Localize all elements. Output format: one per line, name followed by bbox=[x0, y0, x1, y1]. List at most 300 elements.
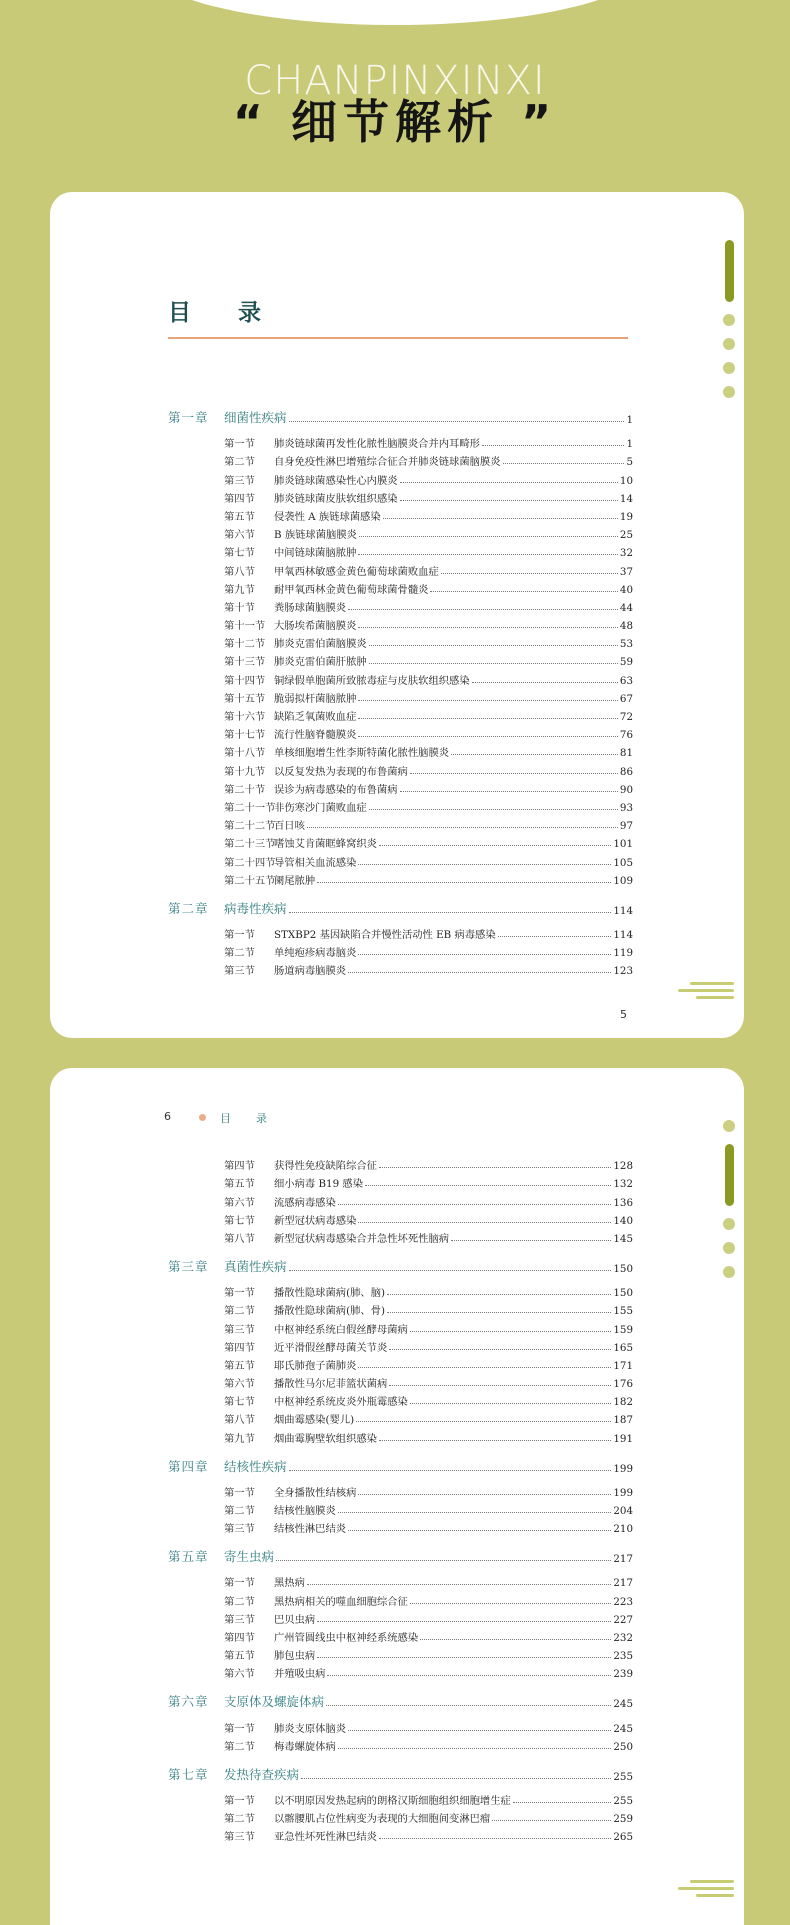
toc-section-entry[interactable] bbox=[168, 1190, 633, 1208]
toc-entry-number: 第二十二节 bbox=[224, 820, 276, 833]
toc-entry-page: 223 bbox=[613, 1595, 633, 1608]
toc-chapter-entry[interactable] bbox=[168, 1765, 633, 1783]
top-decorative-arc bbox=[145, 0, 645, 25]
toc-dot-leader bbox=[513, 1802, 612, 1803]
toc-entry-title: 结核性脑膜炎 bbox=[274, 1505, 336, 1517]
toc-entry-number: 第二节 bbox=[224, 947, 255, 960]
toc-entry-number: 第十节 bbox=[224, 601, 255, 614]
toc-entry-number: 第十六节 bbox=[224, 711, 266, 723]
toc-entry-number: 第六章 bbox=[168, 1694, 209, 1710]
toc-entry-page: 132 bbox=[613, 1178, 633, 1191]
toc-section-entry[interactable] bbox=[168, 1408, 633, 1426]
toc-entry-title: 流感病毒感染 bbox=[274, 1196, 336, 1209]
toc-title: 目 录 bbox=[168, 299, 273, 326]
toc-dot-leader bbox=[317, 882, 611, 883]
toc-entry-page: 165 bbox=[613, 1341, 633, 1354]
toc-entry-title: 铜绿假单胞菌所致脓毒症与皮肤软组织感染 bbox=[274, 674, 470, 687]
toc-entry-number: 第二节 bbox=[224, 1740, 255, 1753]
toc-entry-title: 大肠埃希菌脑膜炎 bbox=[274, 620, 357, 633]
toc-entry-page: 81 bbox=[619, 747, 633, 760]
toc-section-entry[interactable] bbox=[168, 1227, 633, 1245]
toc-entry-page: 93 bbox=[619, 801, 633, 814]
toc-entry-title: 结核性淋巴结炎 bbox=[274, 1523, 347, 1536]
toc-entry-page: 72 bbox=[619, 711, 633, 723]
toc-section-entry[interactable] bbox=[168, 814, 633, 832]
toc-entry-number: 第五节 bbox=[224, 510, 255, 523]
toc-entry-number: 第二节 bbox=[224, 1813, 255, 1826]
toc-entry-number: 第六节 bbox=[224, 1378, 255, 1391]
toc-dot-leader bbox=[276, 1560, 611, 1561]
toc-dot-leader bbox=[389, 1349, 611, 1350]
toc-entry-page: 10 bbox=[619, 474, 633, 487]
toc-entry-number: 第二节 bbox=[224, 1595, 255, 1608]
toc-dot-leader bbox=[492, 1820, 611, 1821]
toc-entry-number: 第四节 bbox=[224, 1160, 255, 1173]
toc-section-entry[interactable] bbox=[168, 1662, 633, 1680]
toc-dot-leader bbox=[359, 536, 618, 537]
toc-entry-title: 以髂腰肌占位性病变为表现的大细胞间变淋巴瘤 bbox=[274, 1813, 491, 1826]
toc-entry-title: 寄生虫病 bbox=[224, 1549, 275, 1565]
toc-entry-title: 阑尾脓肿 bbox=[274, 874, 316, 887]
toc-entry-page: 145 bbox=[613, 1232, 633, 1245]
toc-dot-leader bbox=[369, 645, 618, 646]
toc-entry-title: 病毒性疾病 bbox=[224, 900, 287, 916]
toc-entry-page: 97 bbox=[619, 820, 633, 833]
toc-chapter-entry[interactable] bbox=[168, 1692, 633, 1710]
toc-entry-number: 第七节 bbox=[224, 1396, 255, 1409]
toc-entry-number: 第二节 bbox=[224, 1305, 255, 1318]
toc-entry-title: 肺包虫病 bbox=[274, 1650, 316, 1663]
toc-section-entry[interactable] bbox=[168, 723, 633, 741]
toc-dot-leader bbox=[317, 1621, 611, 1622]
toc-dot-leader bbox=[379, 1440, 611, 1441]
page-number: 6 bbox=[164, 1110, 171, 1123]
toc-entry-number: 第三节 bbox=[224, 1523, 255, 1536]
toc-section-entry[interactable] bbox=[168, 559, 633, 577]
toc-entry-page: 150 bbox=[613, 1262, 633, 1275]
toc-chapter-entry[interactable] bbox=[168, 1457, 633, 1475]
toc-dot-leader bbox=[420, 1639, 611, 1640]
toc-entry-page: 123 bbox=[613, 965, 633, 978]
toc-dot-leader bbox=[472, 682, 618, 683]
page-indicator-dot[interactable] bbox=[723, 1266, 735, 1278]
page-indicator-dots bbox=[722, 240, 736, 410]
toc-entry-page: 128 bbox=[613, 1160, 633, 1173]
toc-entry-title: 黑热病相关的噬血细胞综合征 bbox=[274, 1595, 408, 1608]
toc-dot-leader bbox=[348, 609, 618, 610]
toc-section-entry[interactable] bbox=[168, 1716, 633, 1734]
toc-entry-number: 第十二节 bbox=[224, 638, 266, 651]
toc-section-entry[interactable] bbox=[168, 1517, 633, 1535]
toc-entry-page: 245 bbox=[613, 1698, 633, 1711]
toc-entry-page: 159 bbox=[613, 1323, 633, 1336]
toc-entry-page: 76 bbox=[619, 729, 633, 742]
toc-entry-number: 第四节 bbox=[224, 1631, 255, 1644]
toc-entry-title: STXBP2 基因缺陷合并慢性活动性 EB 病毒感染 bbox=[274, 928, 496, 941]
toc-entry-number: 第七节 bbox=[224, 547, 255, 560]
toc-section-entry[interactable] bbox=[168, 578, 633, 596]
toc-entry-page: 32 bbox=[619, 547, 633, 560]
running-head-bullet bbox=[199, 1114, 206, 1121]
toc-entry-number: 第二十五节 bbox=[224, 874, 276, 887]
toc-entry-number: 第一节 bbox=[224, 1577, 255, 1590]
toc-entry-number: 第二章 bbox=[168, 900, 209, 916]
toc-entry-number: 第十四节 bbox=[224, 674, 266, 687]
toc-entry-page: 255 bbox=[613, 1794, 633, 1807]
toc-entry-number: 第三节 bbox=[224, 965, 255, 978]
toc-section-entry[interactable] bbox=[168, 796, 633, 814]
toc-entry-number: 第六节 bbox=[224, 1196, 255, 1209]
toc-entry-number: 第四节 bbox=[224, 492, 255, 505]
toc-entry-page: 239 bbox=[613, 1668, 633, 1681]
toc-entry-title: 甲氧西林敏感金黄色葡萄球菌败血症 bbox=[274, 565, 439, 578]
toc-entry-page: 232 bbox=[613, 1631, 633, 1644]
toc-section-entry[interactable] bbox=[168, 1209, 633, 1227]
stripes-decoration bbox=[678, 982, 734, 1003]
toc-list bbox=[168, 408, 633, 977]
toc-dot-leader bbox=[365, 1185, 611, 1186]
toc-entry-title: 单核细胞增生性李斯特菌化脓性脑膜炎 bbox=[274, 747, 450, 760]
toc-dot-leader bbox=[338, 1204, 612, 1205]
header-english-title: CHANPINXINXI bbox=[244, 58, 546, 104]
toc-section-entry[interactable] bbox=[168, 1481, 633, 1499]
toc-section-entry[interactable] bbox=[168, 1644, 633, 1662]
toc-entry-number: 第三节 bbox=[224, 1323, 255, 1336]
toc-section-entry[interactable] bbox=[168, 1336, 633, 1354]
toc-entry-page: 140 bbox=[613, 1214, 633, 1227]
toc-entry-page: 5 bbox=[626, 456, 633, 469]
toc-entry-number: 第三节 bbox=[224, 1613, 255, 1626]
toc-entry-number: 第十八节 bbox=[224, 747, 266, 760]
toc-entry-title: 肺炎链球菌皮肤软组织感染 bbox=[274, 492, 398, 505]
toc-dot-leader bbox=[400, 500, 618, 501]
toc-dot-leader bbox=[358, 1367, 611, 1368]
toc-section-entry[interactable] bbox=[168, 1626, 633, 1644]
toc-dot-leader bbox=[379, 845, 611, 846]
toc-entry-page: 90 bbox=[619, 783, 633, 796]
toc-entry-title: 播散性隐球菌病(肺、脑) bbox=[274, 1287, 386, 1300]
toc-entry-title: 耶氏肺孢子菌肺炎 bbox=[274, 1359, 357, 1372]
toc-entry-page: 187 bbox=[613, 1414, 633, 1427]
toc-entry-number: 第九节 bbox=[224, 1432, 255, 1445]
toc-dot-leader bbox=[482, 445, 625, 446]
toc-section-entry[interactable] bbox=[168, 1172, 633, 1190]
toc-dot-leader bbox=[389, 1385, 611, 1386]
toc-list bbox=[168, 1154, 633, 1843]
toc-section-entry[interactable] bbox=[168, 523, 633, 541]
toc-section-entry[interactable] bbox=[168, 487, 633, 505]
toc-entry-number: 第五节 bbox=[224, 1650, 255, 1663]
toc-entry-number: 第三节 bbox=[224, 474, 255, 487]
toc-entry-title: 播散性马尔尼菲篮状菌病 bbox=[274, 1378, 388, 1391]
toc-section-entry[interactable] bbox=[168, 705, 633, 723]
toc-entry-page: 191 bbox=[613, 1432, 633, 1445]
toc-section-entry[interactable] bbox=[168, 832, 633, 850]
toc-entry-page: 1 bbox=[626, 438, 633, 451]
toc-dot-leader bbox=[369, 809, 618, 810]
toc-section-entry[interactable] bbox=[168, 869, 633, 887]
toc-section-entry[interactable] bbox=[168, 1354, 633, 1372]
toc-section-entry[interactable] bbox=[168, 505, 633, 523]
toc-entry-title: 肺炎链球菌感染性心内膜炎 bbox=[274, 474, 398, 487]
toc-entry-title: 亚急性坏死性淋巴结炎 bbox=[274, 1831, 377, 1844]
toc-entry-number: 第三节 bbox=[224, 1831, 255, 1844]
toc-dot-leader bbox=[327, 1675, 611, 1676]
toc-entry-title: 近平滑假丝酵母菌关节炎 bbox=[274, 1341, 388, 1354]
page-indicator-dot[interactable] bbox=[723, 338, 735, 350]
toc-entry-title: 发热待查疾病 bbox=[224, 1766, 300, 1782]
toc-entry-title: 支原体及螺旋体病 bbox=[224, 1694, 325, 1710]
toc-section-entry[interactable] bbox=[168, 1735, 633, 1753]
toc-entry-title: 广州管圆线虫中枢神经系统感染 bbox=[274, 1631, 419, 1644]
toc-entry-page: 182 bbox=[613, 1396, 633, 1409]
toc-section-entry[interactable] bbox=[168, 1789, 633, 1807]
toc-dot-leader bbox=[356, 1421, 611, 1422]
toc-section-entry[interactable] bbox=[168, 1299, 633, 1317]
toc-dot-leader bbox=[348, 1730, 611, 1731]
toc-dot-leader bbox=[410, 1403, 611, 1404]
toc-dot-leader bbox=[369, 663, 618, 664]
toc-entry-number: 第一章 bbox=[168, 410, 209, 425]
toc-section-entry[interactable] bbox=[168, 1807, 633, 1825]
stripes-decoration bbox=[678, 1880, 734, 1901]
toc-dot-leader bbox=[289, 1470, 612, 1471]
toc-dot-leader bbox=[379, 1167, 611, 1168]
toc-entry-number: 第八节 bbox=[224, 565, 255, 578]
toc-entry-number: 第六节 bbox=[224, 529, 255, 542]
toc-entry-number: 第五节 bbox=[224, 1178, 255, 1191]
toc-entry-number: 第八节 bbox=[224, 1232, 255, 1245]
toc-section-entry[interactable] bbox=[168, 941, 633, 959]
toc-entry-number: 第二节 bbox=[224, 456, 255, 469]
toc-section-entry[interactable] bbox=[168, 778, 633, 796]
toc-chapter-entry[interactable] bbox=[168, 899, 633, 917]
toc-entry-number: 第一节 bbox=[224, 438, 255, 451]
toc-dot-leader bbox=[410, 773, 618, 774]
toc-entry-number: 第四节 bbox=[224, 1341, 255, 1354]
toc-section-entry[interactable] bbox=[168, 1372, 633, 1390]
toc-entry-number: 第七节 bbox=[224, 1214, 255, 1227]
toc-entry-page: 14 bbox=[619, 492, 633, 505]
page-indicator-dot[interactable] bbox=[723, 314, 735, 326]
toc-dot-leader bbox=[400, 791, 618, 792]
toc-section-entry[interactable] bbox=[168, 1154, 633, 1172]
toc-entry-page: 245 bbox=[613, 1722, 633, 1735]
toc-entry-title: 细菌性疾病 bbox=[224, 410, 287, 425]
page-indicator-dot[interactable] bbox=[723, 1242, 735, 1254]
toc-entry-number: 第一节 bbox=[224, 928, 255, 941]
toc-entry-number: 第十九节 bbox=[224, 765, 266, 778]
toc-entry-number: 第十一节 bbox=[224, 620, 266, 633]
toc-entry-number: 第二十三节 bbox=[224, 838, 276, 851]
toc-entry-title: 全身播散性结核病 bbox=[274, 1486, 357, 1499]
toc-section-entry[interactable] bbox=[168, 668, 633, 686]
toc-entry-number: 第一节 bbox=[224, 1486, 255, 1499]
toc-section-entry[interactable] bbox=[168, 450, 633, 468]
toc-entry-title: 获得性免疫缺陷综合征 bbox=[274, 1160, 377, 1173]
toc-dot-leader bbox=[498, 936, 612, 937]
toc-entry-title: 中枢神经系统皮炎外瓶霉感染 bbox=[274, 1396, 408, 1409]
page-indicator-dot[interactable] bbox=[723, 362, 735, 374]
toc-dot-leader bbox=[307, 827, 618, 828]
toc-dot-leader bbox=[410, 1331, 611, 1332]
toc-dot-leader bbox=[326, 1705, 611, 1706]
toc-dot-leader bbox=[358, 1494, 611, 1495]
toc-section-entry[interactable] bbox=[168, 1426, 633, 1444]
toc-entry-page: 155 bbox=[613, 1305, 633, 1318]
toc-section-entry[interactable] bbox=[168, 1317, 633, 1335]
toc-section-entry[interactable] bbox=[168, 650, 633, 668]
toc-entry-number: 第九节 bbox=[224, 583, 255, 596]
toc-entry-page: 136 bbox=[613, 1196, 633, 1209]
toc-entry-title: 单纯疱疹病毒脑炎 bbox=[274, 947, 357, 960]
toc-dot-leader bbox=[338, 1512, 612, 1513]
toc-entry-title: 肺炎链球菌再发性化脓性脑膜炎合并内耳畸形 bbox=[274, 438, 480, 451]
toc-dot-leader bbox=[317, 1657, 611, 1658]
page-indicator-dot[interactable] bbox=[723, 1218, 735, 1230]
toc-entry-page: 37 bbox=[619, 565, 633, 578]
page-number: 5 bbox=[620, 1008, 627, 1021]
toc-section-entry[interactable] bbox=[168, 959, 633, 977]
toc-entry-title: 侵袭性 A 族链球菌感染 bbox=[274, 510, 381, 523]
toc-chapter-entry[interactable] bbox=[168, 1547, 633, 1565]
toc-entry-page: 86 bbox=[619, 765, 633, 778]
toc-entry-number: 第三章 bbox=[168, 1258, 209, 1274]
toc-entry-page: 235 bbox=[613, 1650, 633, 1663]
page-indicator-active[interactable] bbox=[725, 240, 734, 302]
toc-chapter-entry[interactable] bbox=[168, 1257, 633, 1275]
toc-entry-page: 171 bbox=[613, 1359, 633, 1372]
toc-section-entry[interactable] bbox=[168, 1825, 633, 1843]
toc-entry-title: 中间链球菌脑脓肿 bbox=[274, 547, 357, 560]
toc-dot-leader bbox=[503, 463, 625, 464]
toc-entry-title: 肺炎克雷伯菌肝脓肿 bbox=[274, 656, 367, 669]
toc-entry-title: 结核性疾病 bbox=[224, 1458, 287, 1474]
toc-dot-leader bbox=[358, 954, 611, 955]
toc-entry-number: 第二节 bbox=[224, 1505, 255, 1517]
toc-dot-leader bbox=[307, 1584, 611, 1585]
toc-entry-page: 217 bbox=[613, 1577, 633, 1590]
toc-section-entry[interactable] bbox=[168, 687, 633, 705]
toc-dot-leader bbox=[358, 736, 618, 737]
toc-entry-title: 百日咳 bbox=[274, 820, 305, 833]
toc-entry-page: 105 bbox=[613, 856, 633, 869]
toc-section-entry[interactable] bbox=[168, 432, 633, 450]
toc-section-entry[interactable] bbox=[168, 741, 633, 759]
toc-dot-leader bbox=[358, 718, 618, 719]
toc-section-entry[interactable] bbox=[168, 468, 633, 486]
toc-dot-leader bbox=[289, 421, 625, 422]
toc-entry-title: B 族链球菌脑膜炎 bbox=[274, 529, 357, 542]
toc-dot-leader bbox=[383, 518, 618, 519]
toc-entry-page: 101 bbox=[613, 838, 633, 851]
toc-section-entry[interactable] bbox=[168, 1499, 633, 1517]
toc-entry-page: 1 bbox=[626, 414, 633, 426]
toc-page-card-2 bbox=[50, 1068, 744, 1925]
toc-entry-page: 204 bbox=[613, 1505, 633, 1517]
toc-section-entry[interactable] bbox=[168, 1390, 633, 1408]
toc-section-entry[interactable] bbox=[168, 923, 633, 941]
toc-entry-number: 第一节 bbox=[224, 1794, 255, 1807]
toc-entry-page: 25 bbox=[619, 529, 633, 542]
toc-entry-title: 新型冠状病毒感染 bbox=[274, 1214, 357, 1227]
toc-section-entry[interactable] bbox=[168, 632, 633, 650]
toc-entry-number: 第六节 bbox=[224, 1668, 255, 1681]
toc-section-entry[interactable] bbox=[168, 1571, 633, 1589]
toc-dot-leader bbox=[451, 1240, 611, 1241]
toc-entry-number: 第一节 bbox=[224, 1722, 255, 1735]
page-indicator-dot[interactable] bbox=[723, 386, 735, 398]
toc-dot-leader bbox=[289, 1270, 612, 1271]
toc-dot-leader bbox=[289, 912, 612, 913]
toc-entry-title: 烟曲霉胸壁软组织感染 bbox=[274, 1432, 377, 1445]
toc-entry-number: 第四章 bbox=[168, 1458, 209, 1474]
page-indicator-dot[interactable] bbox=[723, 1120, 735, 1132]
toc-dot-leader bbox=[301, 1778, 611, 1779]
toc-entry-title: 流行性脑脊髓膜炎 bbox=[274, 729, 357, 742]
page-indicator-active[interactable] bbox=[725, 1144, 734, 1206]
toc-entry-number: 第二十四节 bbox=[224, 856, 276, 869]
toc-entry-page: 255 bbox=[613, 1770, 633, 1783]
toc-section-entry[interactable] bbox=[168, 1589, 633, 1607]
toc-section-entry[interactable] bbox=[168, 614, 633, 632]
toc-entry-page: 114 bbox=[613, 928, 633, 941]
toc-entry-page: 53 bbox=[619, 638, 633, 651]
toc-section-entry[interactable] bbox=[168, 596, 633, 614]
toc-chapter-entry[interactable] bbox=[168, 408, 633, 426]
toc-dot-leader bbox=[379, 1838, 611, 1839]
toc-entry-page: 114 bbox=[613, 904, 633, 917]
toc-dot-leader bbox=[338, 1748, 612, 1749]
toc-entry-title: 梅毒螺旋体病 bbox=[274, 1740, 336, 1753]
toc-section-entry[interactable] bbox=[168, 850, 633, 868]
toc-entry-page: 109 bbox=[613, 874, 633, 887]
toc-dot-leader bbox=[387, 1294, 611, 1295]
toc-entry-page: 150 bbox=[613, 1287, 633, 1300]
toc-entry-number: 第二十一节 bbox=[224, 801, 276, 814]
toc-entry-number: 第十七节 bbox=[224, 729, 266, 742]
toc-entry-page: 265 bbox=[613, 1831, 633, 1844]
toc-entry-page: 210 bbox=[613, 1523, 633, 1536]
page-indicator-dots bbox=[722, 1120, 736, 1290]
running-head: 目 录 bbox=[220, 1112, 274, 1125]
toc-entry-title: 误诊为病毒感染的布鲁菌病 bbox=[274, 783, 398, 796]
toc-section-entry[interactable] bbox=[168, 1608, 633, 1626]
toc-entry-title: 巴贝虫病 bbox=[274, 1613, 316, 1626]
toc-entry-number: 第十三节 bbox=[224, 656, 266, 669]
toc-entry-title: 细小病毒 B19 感染 bbox=[274, 1178, 363, 1191]
toc-entry-title: 中枢神经系统白假丝酵母菌病 bbox=[274, 1323, 408, 1336]
toc-entry-title: 以不明原因发热起病的朗格汉斯细胞组织细胞增生症 bbox=[274, 1794, 511, 1807]
toc-entry-title: 烟曲霉感染(婴儿) bbox=[274, 1414, 355, 1427]
toc-entry-number: 第五节 bbox=[224, 1359, 255, 1372]
toc-entry-number: 第一节 bbox=[224, 1287, 255, 1300]
toc-entry-title: 肠道病毒脑膜炎 bbox=[274, 965, 347, 978]
toc-entry-title: 脆弱拟杆菌脑脓肿 bbox=[274, 692, 357, 705]
toc-section-entry[interactable] bbox=[168, 541, 633, 559]
toc-dot-leader bbox=[387, 1312, 611, 1313]
toc-entry-title: 肺炎克雷伯菌脑膜炎 bbox=[274, 638, 367, 651]
toc-entry-title: 肺炎支原体脑炎 bbox=[274, 1722, 347, 1735]
toc-entry-title: 耐甲氧西林金黄色葡萄球菌骨髓炎 bbox=[274, 583, 429, 596]
toc-section-entry[interactable] bbox=[168, 759, 633, 777]
toc-dot-leader bbox=[348, 1530, 611, 1531]
toc-dot-leader bbox=[400, 482, 618, 483]
toc-entry-page: 259 bbox=[613, 1813, 633, 1826]
toc-dot-leader bbox=[358, 627, 618, 628]
toc-section-entry[interactable] bbox=[168, 1281, 633, 1299]
toc-entry-page: 250 bbox=[613, 1740, 633, 1753]
